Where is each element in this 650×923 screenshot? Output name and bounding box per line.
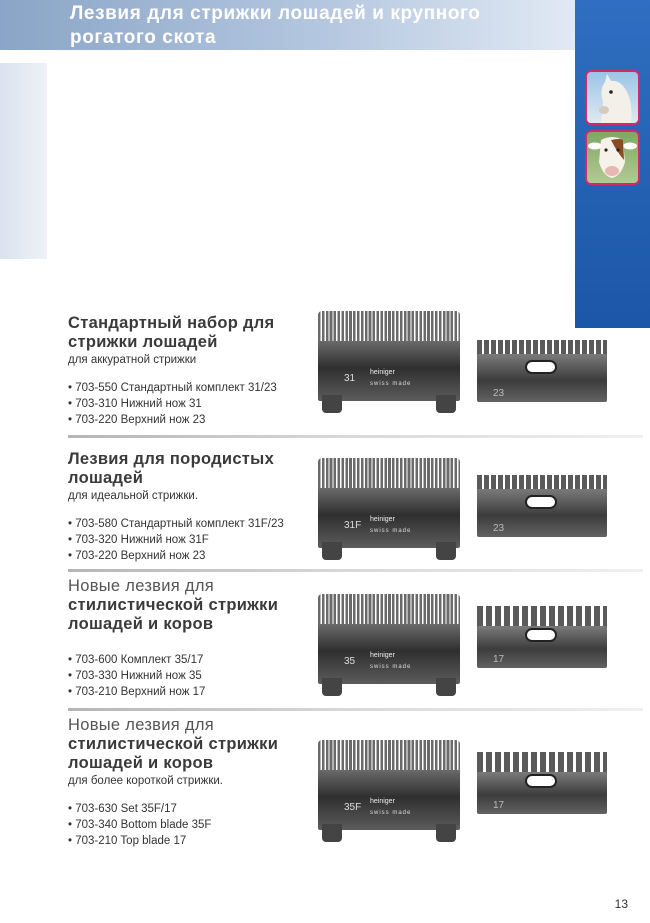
blade-made: swiss made <box>370 381 412 387</box>
section-title-line1: Новые лезвия для <box>68 577 214 595</box>
page-number: 13 <box>614 897 628 911</box>
top-blade-image <box>477 606 607 668</box>
section-subtitle: для аккуратной стрижки <box>68 354 197 366</box>
header-banner <box>0 0 575 50</box>
bottom-blade-image <box>318 740 460 842</box>
list-item: • 703-220 Верхний нож 23 <box>68 412 348 428</box>
section-divider <box>68 569 643 572</box>
blade-number: 31 <box>344 373 356 384</box>
blade-number: 31F <box>344 520 362 531</box>
blade-number: 23 <box>493 523 505 534</box>
top-blade-image <box>477 475 607 537</box>
horse-photo <box>585 70 640 125</box>
product-list <box>68 801 348 849</box>
section-title-line3: лошадей и коров <box>68 615 214 633</box>
section-title <box>68 577 348 634</box>
blade-brand: heiniger <box>370 369 395 376</box>
cow-photo <box>585 130 640 185</box>
section-stylistic-short <box>68 716 348 849</box>
horse-icon <box>587 72 638 123</box>
page-title <box>70 2 481 50</box>
section-title-line2: стрижки лошадей <box>68 333 218 351</box>
blade-brand: heiniger <box>370 798 395 805</box>
section-title <box>68 450 348 488</box>
list-item: • 703-580 Стандартный комплект 31F/23 <box>68 516 348 532</box>
list-item: • 703-550 Стандартный комплект 31/23 <box>68 380 348 396</box>
list-item: • 703-210 Top blade 17 <box>68 833 348 849</box>
section-purebred-horse <box>68 450 348 564</box>
list-item: • 703-320 Нижний нож 31F <box>68 532 348 548</box>
blade-made: swiss made <box>370 664 412 670</box>
section-title-line1: Новые лезвия для <box>68 716 214 734</box>
section-standard-horse <box>68 314 348 428</box>
top-blade-image <box>477 752 607 814</box>
section-divider <box>68 708 643 711</box>
bottom-blade-image <box>318 311 460 413</box>
page-title-line2: рогатого скота <box>70 27 217 48</box>
side-decor-panel <box>0 63 47 259</box>
cow-icon <box>587 132 638 183</box>
section-subtitle: для более короткой стрижки. <box>68 775 223 787</box>
section-title <box>68 716 348 773</box>
blade-made: swiss made <box>370 810 412 816</box>
blade-number: 17 <box>493 654 505 665</box>
product-list <box>68 516 348 564</box>
section-stylistic <box>68 577 348 700</box>
blade-number: 23 <box>493 388 505 399</box>
bottom-blade-image <box>318 458 460 560</box>
bottom-blade-image <box>318 594 460 696</box>
list-item: • 703-600 Комплект 35/17 <box>68 652 348 668</box>
section-title-line3: лошадей и коров <box>68 754 214 772</box>
blade-number: 35F <box>344 802 362 813</box>
section-title-line1: Лезвия для породистых <box>68 450 275 468</box>
page-title-line1: Лезвия для стрижки лошадей и крупного <box>70 3 481 24</box>
top-blade-image <box>477 340 607 402</box>
section-title <box>68 314 348 352</box>
list-item: • 703-310 Нижний нож 31 <box>68 396 348 412</box>
list-item: • 703-630 Set 35F/17 <box>68 801 348 817</box>
list-item: • 703-210 Верхний нож 17 <box>68 684 348 700</box>
section-title-line2: лошадей <box>68 469 144 487</box>
product-list <box>68 380 348 428</box>
section-title-line1: Стандартный набор для <box>68 314 275 332</box>
list-item: • 703-220 Верхний нож 23 <box>68 548 348 564</box>
section-divider <box>68 435 643 438</box>
list-item: • 703-330 Нижний нож 35 <box>68 668 348 684</box>
blade-number: 35 <box>344 656 356 667</box>
blade-brand: heiniger <box>370 652 395 659</box>
section-subtitle: для идеальной стрижки. <box>68 490 199 502</box>
list-item: • 703-340 Bottom blade 35F <box>68 817 348 833</box>
blade-made: swiss made <box>370 528 412 534</box>
product-list <box>68 652 348 700</box>
blade-number: 17 <box>493 800 505 811</box>
section-title-line2: стилистической стрижки <box>68 596 279 614</box>
blade-brand: heiniger <box>370 516 395 523</box>
section-title-line2: стилистической стрижки <box>68 735 279 753</box>
